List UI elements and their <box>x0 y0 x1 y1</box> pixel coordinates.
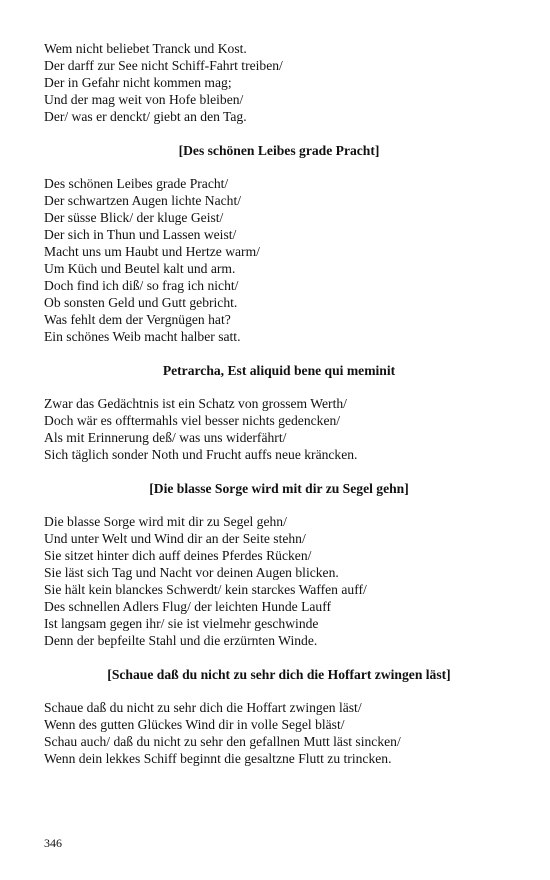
poem-line: Zwar das Gedächtnis ist ein Schatz von grossem Werth/ <box>44 396 347 411</box>
poem-line: Macht uns um Haubt und Hertze warm/ <box>44 244 260 259</box>
stanza-3 <box>44 395 514 463</box>
poem-line: Des schönen Leibes grade Pracht/ <box>44 176 229 191</box>
stanza-4 <box>44 513 514 649</box>
poem-line: Der darff zur See nicht Schiff-Fahrt treiben/ <box>44 58 283 73</box>
poem-line: Wenn dein lekkes Schiff beginnt die gesaltzne Flutt zu trincken. <box>44 751 392 766</box>
poem-line: Wem nicht beliebet Tranck und Kost. <box>44 41 247 56</box>
stanza-1 <box>44 40 514 125</box>
poem-heading: [Die blasse Sorge wird mit dir zu Segel gehn] <box>149 481 409 496</box>
poem-line: Und der mag weit von Hofe bleiben/ <box>44 92 244 107</box>
poem-line: Was fehlt dem der Vergnügen hat? <box>44 312 231 327</box>
poem-heading: [Schaue daß du nicht zu sehr dich die Hoffart zwingen läst] <box>107 667 451 682</box>
poem-line: Die blasse Sorge wird mit dir zu Segel gehn/ <box>44 514 287 529</box>
poem-line: Sie läst sich Tag und Nacht vor deinen Augen blicken. <box>44 565 339 580</box>
poem-line: Um Küch und Beutel kalt und arm. <box>44 261 236 276</box>
poem-line: Ein schönes Weib macht halber satt. <box>44 329 241 344</box>
poem-line: Wenn des gutten Glückes Wind dir in volle Segel bläst/ <box>44 717 345 732</box>
poem-heading: Petrarcha, Est aliquid bene qui meminit <box>162 363 396 378</box>
poem-line: Der süsse Blick/ der kluge Geist/ <box>44 210 224 225</box>
poem-line: Als mit Erinnerung deß/ was uns widerfährt/ <box>44 430 287 445</box>
poem-line: Der schwartzen Augen lichte Nacht/ <box>44 193 242 208</box>
poem-line: Der sich in Thun und Lassen weist/ <box>44 227 237 242</box>
poem-line: Der in Gefahr nicht kommen mag; <box>44 75 232 90</box>
poem-line: Sie sitzet hinter dich auff deines Pferdes Rücken/ <box>44 548 312 563</box>
poem-line: Doch find ich diß/ so frag ich nicht/ <box>44 278 239 293</box>
poem-line: Sie hält kein blanckes Schwerdt/ kein starckes Waffen auff/ <box>44 582 367 597</box>
page-number: 346 <box>44 836 62 850</box>
poem-line: Ob sonsten Geld und Gutt gebricht. <box>44 295 238 310</box>
stanza-5 <box>44 699 514 767</box>
poem-line: Und unter Welt und Wind dir an der Seite stehn/ <box>44 531 306 546</box>
poem-heading: [Des schönen Leibes grade Pracht] <box>178 143 380 158</box>
poem-line: Sich täglich sonder Noth und Frucht auffs neue kräncken. <box>44 447 358 462</box>
poem-line: Schau auch/ daß du nicht zu sehr den gefallnen Mutt läst sincken/ <box>44 734 401 749</box>
stanza-2 <box>44 175 514 345</box>
poem-line: Der/ was er denckt/ giebt an den Tag. <box>44 109 247 124</box>
poem-line: Des schnellen Adlers Flug/ der leichten Hunde Lauff <box>44 599 332 614</box>
page-content <box>44 40 514 767</box>
poem-line: Schaue daß du nicht zu sehr dich die Hoffart zwingen läst/ <box>44 700 362 715</box>
poem-line: Doch wär es offtermahls viel besser nichts gedencken/ <box>44 413 341 428</box>
poem-line: Ist langsam gegen ihr/ sie ist vielmehr geschwinde <box>44 616 319 631</box>
poem-line: Denn der bepfeilte Stahl und die erzürnten Winde. <box>44 633 318 648</box>
